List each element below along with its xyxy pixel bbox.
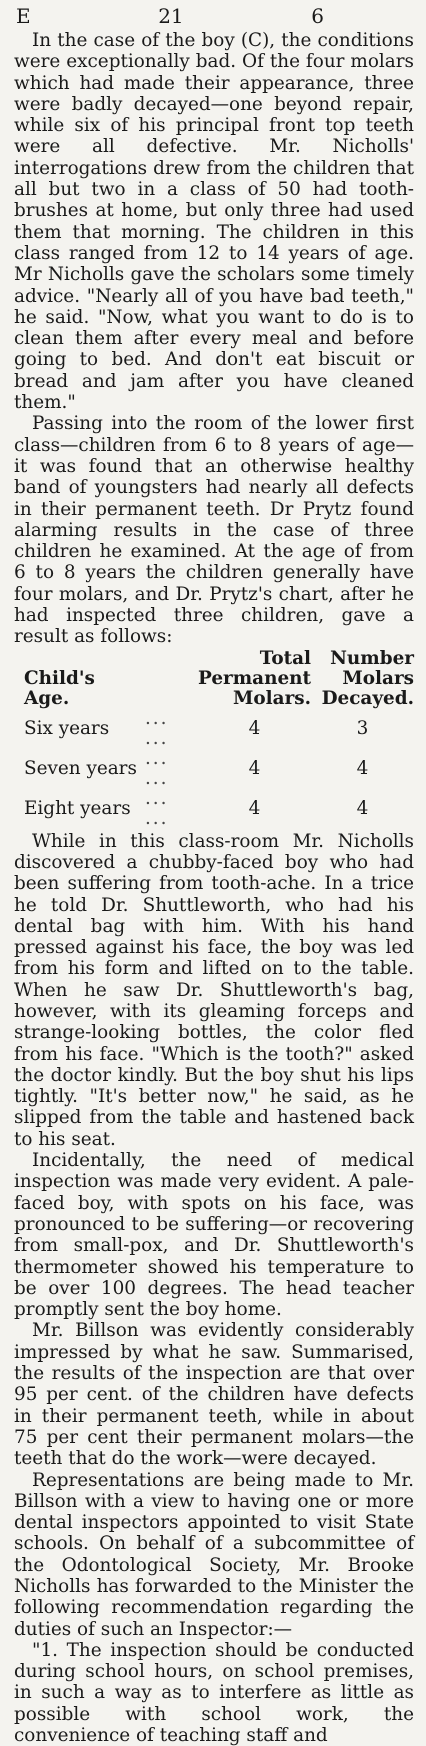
row-dots: ... ... — [144, 707, 169, 749]
col-header-spacer — [145, 649, 198, 709]
paragraph: Mr. Billson was evidently considerably impressed by what he saw. Summarised, the results of the inspection are that over 95 per cent. of the children have defects in their permanent teeth, while in about 75 per cent their permanent molars—the teeth that do the work—were decayed. — [14, 1320, 414, 1470]
paragraph: Incidentally, the need of medical inspection was made very evident. A pale-faced boy, with spots on his face, was pronounced to be suffering—or recovering from small-pox, and Dr. Shuttleworth's thermometer showed his temperature to be over 100 degrees. The head teacher promptly sent the boy home. — [14, 1150, 414, 1321]
row-total: 4 — [248, 757, 261, 779]
col-header-total: Total Permanent Molars. — [197, 647, 312, 709]
molars-table — [14, 649, 414, 829]
table-header-row — [14, 649, 414, 709]
table-row — [14, 749, 414, 789]
paragraph: In the case of the boy (C), the conditions were exceptionally bad. Of the four molars which had made their appearance, three were badly decayed—one beyond repair, while six of his principal front top teeth were all defective. Mr. Nicholls' interrogations drew from the children that all but two in a class of 50 had tooth-brushes at home, but only three had used them that morning. The children in this class ranged from 12 to 14 years of age. Mr Nicholls gave the scholars some timely advice. "Nearly all of you have bad teeth," he said. "Now, what you want to do is to clean them after every meal and before going to bed. And don't eat biscuit or bread and jam after you have cleaned them." — [14, 30, 414, 414]
col-header-decayed: Number Molars Decayed. — [321, 647, 414, 709]
row-age: Seven years — [24, 757, 137, 779]
header-center: 21 — [158, 4, 184, 28]
paragraph: While in this class-room Mr. Nicholls discovered a chubby-faced boy who had been suffering from tooth-ache. In a trice he told Dr. Shuttleworth, who had his dental bag with him. With his hand pressed against his face, the boy was led from his form and lifted on to the table. When he saw Dr. Shuttleworth's bag, however, with its gleaming forceps and strange-looking bottles, the color fled from his face. "Which is the tooth?" asked the doctor kindly. But the boy shut his lips tightly. "It's better now," he said, as he slipped from the table and hastened back to his seat. — [14, 830, 414, 1150]
paragraph: "1. The inspection should be conducted during school hours, on school premises, in such a way as to interfere as little as possible with school work, the convenience of teaching staff and — [14, 1639, 414, 1746]
row-dots: ... ... — [144, 787, 169, 829]
paragraph: Representations are being made to Mr. Billson with a view to having one or more dental inspectors appointed to visit State schools. On behalf of a subcommittee of the Odontological Society, Mr. Brooke Nicholls has forwarded to the Minister the following recommendation regarding the duties of such an Inspector:— — [14, 1469, 414, 1640]
row-total: 4 — [248, 717, 261, 739]
row-decayed: 3 — [356, 717, 369, 739]
row-dots: ... ... — [144, 747, 169, 789]
row-decayed: 4 — [356, 797, 369, 819]
row-total: 4 — [248, 797, 261, 819]
table-row — [14, 789, 414, 829]
row-age: Six years — [24, 717, 110, 739]
page-header — [14, 4, 414, 28]
row-age: Eight years — [24, 797, 131, 819]
paragraph: Passing into the room of the lower first class—children from 6 to 8 years of age—it was found that an otherwise healthy band of youngsters had nearly all defects in their permanent teeth. Dr Prytz found alarming results in the case of three children he examined. At the age of from 6 to 8 years the children generally have four molars, and Dr. Prytz's chart, after he had inspected three children, gave a result as follows: — [14, 413, 414, 648]
header-right: 6 — [311, 4, 324, 28]
row-decayed: 4 — [356, 757, 369, 779]
header-left: E — [16, 4, 31, 28]
col-header-age: Child's Age. — [24, 667, 95, 709]
table-row — [14, 709, 414, 749]
